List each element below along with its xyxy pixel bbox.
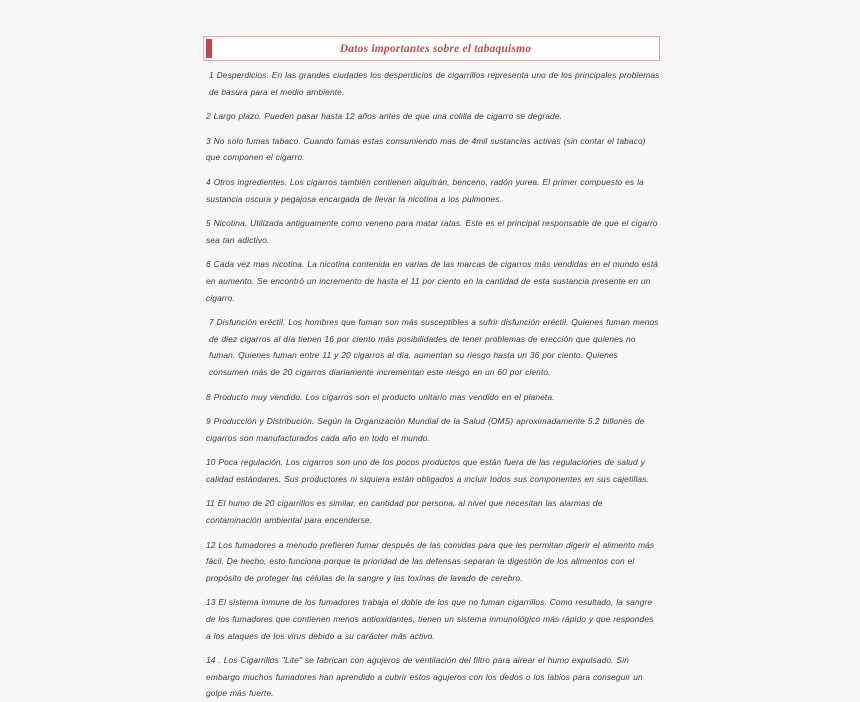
paragraph-4: 4 Otros ingredientes. Los cigarros también contienen alquitrán, benceno, radón yurea. El primer compuesto es la sustancia oscura y pegajosa encargada de llevar la nicotina a los pulmones. (206, 176, 644, 204)
paragraph-12: 12 Los fumadores a menudo prefieren fumar después de las comidas para que les permitan digerir el alimento más fácil. De hecho, esto funciona porque la prioridad de las defensas separan la digestión de los alimentos con el propósito de proteger las células de la sangre y las toxinas de lavado de cerebro. (206, 539, 655, 583)
paragraph-3: 3 No solo fumas tabaco. Cuando fumas estas consumiendo mas de 4mil sustancias activas (sin contar el tabaco) que componen el cigarro. (206, 135, 646, 163)
document-title-banner (203, 36, 660, 61)
paragraph-9: 9 Producción y Distribución. Según la Organización Mundial de la Salud (OMS) aproximadamente 5.2 billones de cigarros son manufacturados cada año en todo el mundo. (206, 416, 645, 443)
paragraph-2: 2 Largo plazo. Pueden pasar hasta 12 años antes de que una colilla de cigarro se degrade. (206, 111, 563, 122)
paragraph-7: 7 Disfunción eréctil. Los hombres que fuman son más susceptibles a sufrir disfunción eréctil. Quienes fuman menos de diez cigarros al día tienen 16 por ciento más posibilidades de tener problemas de erección que quienes no fuman. Quienes fuman entre 11 y 20 cigarros al día, aumentan su riesgo hasta un 36 por ciento. Quienes consumen más de 20 cigarros diariamente incrementan este riesgo en un 60 por ciento. (209, 317, 659, 377)
paragraph-10: 10 Poca regulación. Los cigarros son uno de los pocos productos que están fuera de las regulaciones de salud y calidad estándares. Sus productores ni siquiera están obligados a incluir todos sus componentes en sus cajetillas. (206, 457, 649, 484)
page-title: Datos importantes sobre el tabaquismo (339, 42, 532, 55)
paragraph-11: 11 El humo de 20 cigarrillos es similar, en cantidad por persona, al nivel que necesitan las alarmas de contaminación ambiental para encenderse. (206, 498, 603, 526)
paragraph-1: 1 Desperdicios. En las grandes ciudades los desperdicios de cigarrillos representa uno de los principales problemas de basura para el medio ambiente. (209, 70, 660, 97)
paragraph-5: 5 Nicotina. Utilizada antiguamente como veneno para matar ratas. Este es el principal responsable de que el cigarro sea tan adictivo. (206, 218, 658, 245)
document-content (203, 36, 660, 702)
paragraph-14: 14 . Los Cigarrillos "Lite" se fabrican con agujeros de ventilación del filtro para airear el humo expulsado. Sin embargo muchos fumadores han aprendido a cubrir estos agujeros con los dedos o los labios para conseguir un golpe más fuerte. (206, 655, 643, 699)
paragraph-8: 8 Producto muy vendido. Los cigarros son el producto unitario mas vendido en el planeta. (206, 391, 555, 402)
paragraph-13: 13 El sistema inmune de los fumadores trabaja el doble de los que no fuman cigarrillos. Como resultado, la sangre de los fumadores que contienen menos antioxidantes, tienen un sistema inmunológico más rápido y que respondes a los ataques de los virus debido a su carácter más activo. (206, 597, 654, 641)
paragraph-list (203, 67, 660, 702)
paragraph-6: 6 Cada vez mas nicotina. La nicotina contenida en varias de las marcas de cigarros más vendidas en el mundo está en aumento. Se encontró un incremento de hasta el 11 por ciento en la cantidad de esta sustancia presente en un cigarro. (206, 259, 659, 303)
